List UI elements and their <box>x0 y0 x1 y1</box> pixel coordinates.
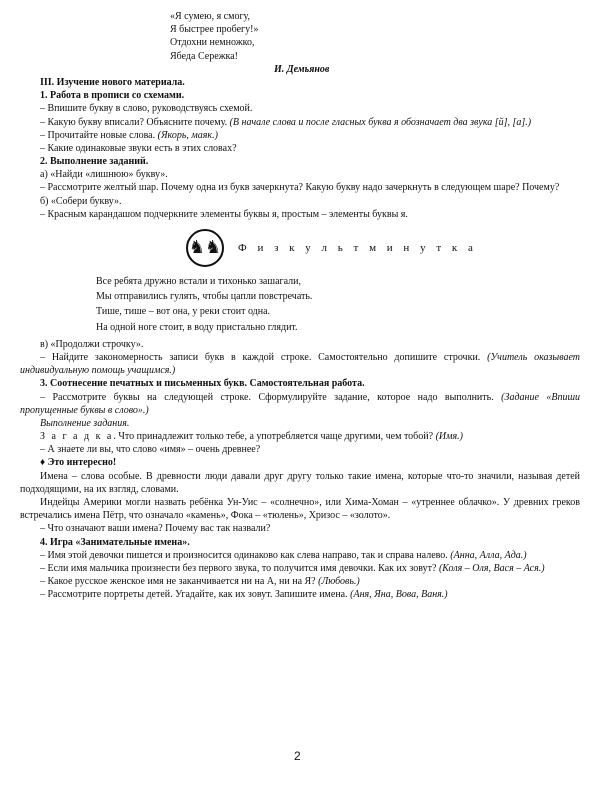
paragraph: – А знаете ли вы, что слово «имя» – очень древнее? <box>40 444 261 456</box>
italic-text: (Анна, Алла, Ада.) <box>450 549 527 561</box>
paragraph: – Впишите букву в слово, руководствуясь схемой. <box>40 103 253 115</box>
text: – Какое русское женское имя не заканчивается ни на А, ни на Я? <box>40 576 319 588</box>
interesting-heading: ♦ Это интересно! <box>40 457 117 469</box>
text: – Найдите закономерность записи букв в каждой строке. Самостоятельно допишите строчки. <box>40 351 488 363</box>
text: . Что принадлежит только тебе, а употребляется чаще другими, чем тобой? <box>113 431 436 443</box>
paragraph <box>20 391 580 417</box>
paragraph <box>20 588 580 601</box>
italic-text: (Учитель оказывает индивидуальную помощь учащимся.) <box>20 351 580 377</box>
text: – Рассмотрите буквы на следующей строке. Сформулируйте задание, которое надо выполнить. <box>40 391 502 403</box>
poem-line: Тише, тише – вот она, у реки стоит одна. <box>96 306 271 318</box>
italic-text: (Задание «Впиши пропущенные буквы в слово».) <box>20 391 580 416</box>
item1-heading: 1. Работа в прописи со схемами. <box>40 90 185 102</box>
italic-text: (В начале слова и после гласных буква я обозначает два звука [й], [а].) <box>229 116 532 128</box>
paragraph: – Красным карандашом подчеркните элементы буквы я, простым – элементы буквы я. <box>40 208 408 220</box>
document-page <box>20 10 580 602</box>
poem-line: Все ребята дружно встали и тихонько зашагали, <box>96 276 301 287</box>
paragraph: – Какие одинаковые звуки есть в этих словах? <box>40 142 237 154</box>
children-icon: ♞♞ <box>186 229 224 267</box>
fizminutka-title: Ф и з к у л ь т м и н у т к а <box>238 241 477 254</box>
text: – Прочитайте новые слова. <box>40 129 158 141</box>
italic-text: (Якорь, маяк.) <box>157 129 218 141</box>
italic-text: (Аня, Яна, Вова, Ваня.) <box>350 589 448 601</box>
paragraph <box>20 129 580 142</box>
text: – Какую букву вписали? Объясните почему. <box>40 116 230 128</box>
italic-text: (Коля – Оля, Вася – Ася.) <box>438 562 545 574</box>
italic-text: (Имя.) <box>435 431 463 443</box>
poem-fizminutka <box>96 275 580 334</box>
paragraph: – Что означают ваши имена? Почему вас так назвали? <box>40 523 271 535</box>
item3-heading: 3. Соотнесение печатных и письменных букв. Самостоятельная работа. <box>40 378 365 390</box>
poem-line: Я быстрее пробегу!» <box>170 24 259 36</box>
text: – Имя этой девочки пишется и произносится одинаково как слева направо, так и справа налево. <box>40 549 451 561</box>
paragraph <box>20 549 580 562</box>
paragraph <box>20 351 580 377</box>
paragraph: Индейцы Америки могли назвать ребёнка Ун-Уис – «солнечно», или Хима-Хоман – «утреннее облачко». У древних греков встречались имена Пётр, что означало «камень», Фока – «тюлень», Хризос – «золото». <box>20 497 580 522</box>
poem-line: На одной ноге стоит, в воду пристально глядит. <box>96 321 298 333</box>
paragraph: Имена – слова особые. В древности люди давали друг другу только такие имена, которые что-то значили, называя детей подходящими, на их взгляд, словами. <box>20 470 580 495</box>
poem-top <box>170 10 580 63</box>
paragraph: – Рассмотрите желтый шар. Почему одна из букв зачеркнута? Какую букву надо зачеркнуть в следующем шаре? Почему? <box>40 182 560 194</box>
section-heading: III. Изучение нового материала. <box>40 76 185 88</box>
text: – Рассмотрите портреты детей. Угадайте, как их зовут. Запишите имена. <box>40 589 351 601</box>
poem-line: Ябеда Сережка! <box>170 50 239 62</box>
item2-heading: 2. Выполнение заданий. <box>40 156 149 168</box>
paragraph <box>20 562 580 575</box>
riddle <box>20 430 580 443</box>
paragraph <box>20 116 580 129</box>
subheading: в) «Продолжи строчку». <box>40 338 144 350</box>
poem-line: Мы отправились гулять, чтобы цапли повстречать. <box>96 291 313 303</box>
subheading: а) «Найди «лишнюю» букву». <box>40 169 168 181</box>
paragraph <box>20 575 580 588</box>
subheading: б) «Собери букву». <box>40 195 122 207</box>
fizminutka-header <box>186 229 580 267</box>
item4-heading: 4. Игра «Занимательные имена». <box>40 536 190 548</box>
poem-line: «Я сумею, я смогу, <box>170 11 251 22</box>
poem-author: И. Демьянов <box>274 63 330 75</box>
text: – Если имя мальчика произнести без первого звука, то получится имя девочки. Как их зовут? <box>40 562 439 574</box>
riddle-label: З а г а д к а <box>40 431 114 443</box>
page-number: 2 <box>294 749 301 763</box>
italic-text: (Любовь.) <box>318 576 360 588</box>
italic-line: Выполнение задания. <box>40 417 130 429</box>
poem-line: Отдохни немножко, <box>170 37 255 49</box>
